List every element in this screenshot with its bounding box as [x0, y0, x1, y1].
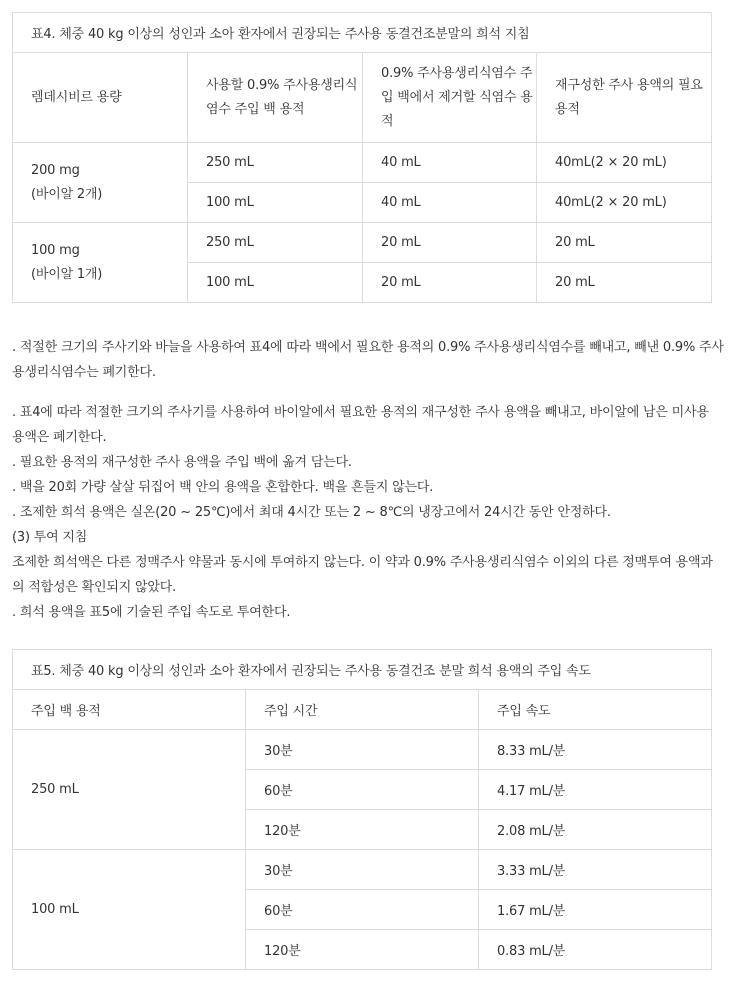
- table-cell: 30분: [246, 730, 479, 770]
- table-header-row: [13, 53, 712, 143]
- header-remove-volume: 0.9% 주사용생리식염수 주입 백에서 제거할 식염수 용적: [363, 53, 537, 143]
- table-cell: 100 mL: [188, 183, 363, 223]
- volume-cell: 100 mL: [13, 850, 246, 970]
- table-4-caption: 표4. 체중 40 kg 이상의 성인과 소아 환자에서 권장되는 주사용 동결건조분말의 희석 지침: [13, 13, 712, 53]
- table-cell: 100 mL: [188, 263, 363, 303]
- header-required-volume: 재구성한 주사 용액의 필요 용적: [537, 53, 712, 143]
- table-row: [13, 730, 712, 770]
- dose-amount: 100 mg: [31, 242, 80, 258]
- table-cell: 8.33 mL/분: [479, 730, 712, 770]
- dose-amount: 200 mg: [31, 162, 80, 178]
- table-5-caption: 표5. 체중 40 kg 이상의 성인과 소아 환자에서 권장되는 주사용 동결건조 분말 희석 용액의 주입 속도: [13, 650, 712, 690]
- table-4-dilution-guide: [12, 12, 712, 303]
- table-caption-row: [13, 13, 712, 53]
- paragraph-infusion-rate: . 희석 용액을 표5에 기술된 주입 속도로 투여한다.: [12, 605, 291, 620]
- table-cell: 120분: [246, 810, 479, 850]
- header-dose: 렘데시비르 용량: [13, 53, 188, 143]
- paragraph-transfer: . 필요한 용적의 재구성한 주사 용액을 주입 백에 옮겨 담는다.: [12, 455, 352, 470]
- header-bag-volume: 주입 백 용적: [13, 690, 246, 730]
- dose-vials: (바이알 1개): [31, 266, 103, 282]
- table-caption-row: [13, 650, 712, 690]
- paragraph-withdraw-saline: . 적절한 크기의 주사기와 바늘을 사용하여 표4에 따라 백에서 필요한 용적의 0.9% 주사용생리식염수를 빼내고, 빼낸 0.9% 주사용생리식염수는 폐기한다.: [12, 340, 724, 380]
- paragraph-withdraw-solution: . 표4에 따라 적절한 크기의 주사기를 사용하여 바이알에서 필요한 용적의 재구성한 주사 용액을 빼내고, 바이알에 남은 미사용 용액은 폐기한다.: [12, 405, 709, 445]
- table-cell: 20 mL: [537, 223, 712, 263]
- table-cell: 60분: [246, 890, 479, 930]
- table-cell: 40 mL: [363, 143, 537, 183]
- paragraph-compatibility: 조제한 희석액은 다른 정맥주사 약물과 동시에 투여하지 않는다. 이 약과 0.9% 주사용생리식염수 이외의 다른 정맥투여 용액과의 적합성은 확인되지 않았다.: [12, 555, 713, 595]
- dose-cell: [13, 143, 188, 223]
- volume-cell: 250 mL: [13, 730, 246, 850]
- header-infusion-rate: 주입 속도: [479, 690, 712, 730]
- table-cell: 20 mL: [363, 223, 537, 263]
- table-row: [13, 850, 712, 890]
- table-cell: 20 mL: [363, 263, 537, 303]
- table-row: [13, 223, 712, 263]
- dose-cell: [13, 223, 188, 303]
- table-cell: 2.08 mL/분: [479, 810, 712, 850]
- table-cell: 30분: [246, 850, 479, 890]
- table-5-infusion-rate: [12, 649, 712, 970]
- header-bag-volume: 사용할 0.9% 주사용생리식염수 주입 백 용적: [188, 53, 363, 143]
- dose-vials: (바이알 2개): [31, 186, 103, 202]
- table-cell: 250 mL: [188, 223, 363, 263]
- table-cell: 40mL(2 × 20 mL): [537, 143, 712, 183]
- table-cell: 40mL(2 × 20 mL): [537, 183, 712, 223]
- table-cell: 0.83 mL/분: [479, 930, 712, 970]
- paragraph-mix: . 백을 20회 가량 살살 뒤집어 백 안의 용액을 혼합한다. 백을 흔들지 않는다.: [12, 480, 434, 495]
- section-heading-administration: (3) 투여 지침: [12, 530, 88, 545]
- paragraph-stability: . 조제한 희석 용액은 실온(20 ~ 25℃)에서 최대 4시간 또는 2 ~ 8℃의 냉장고에서 24시간 동안 안정하다.: [12, 505, 611, 520]
- table-cell: 60분: [246, 770, 479, 810]
- table-cell: 120분: [246, 930, 479, 970]
- header-infusion-time: 주입 시간: [246, 690, 479, 730]
- table-header-row: [13, 690, 712, 730]
- table-cell: 250 mL: [188, 143, 363, 183]
- table-cell: 4.17 mL/분: [479, 770, 712, 810]
- table-row: [13, 143, 712, 183]
- table-cell: 40 mL: [363, 183, 537, 223]
- table-cell: 3.33 mL/분: [479, 850, 712, 890]
- table-cell: 20 mL: [537, 263, 712, 303]
- table-cell: 1.67 mL/분: [479, 890, 712, 930]
